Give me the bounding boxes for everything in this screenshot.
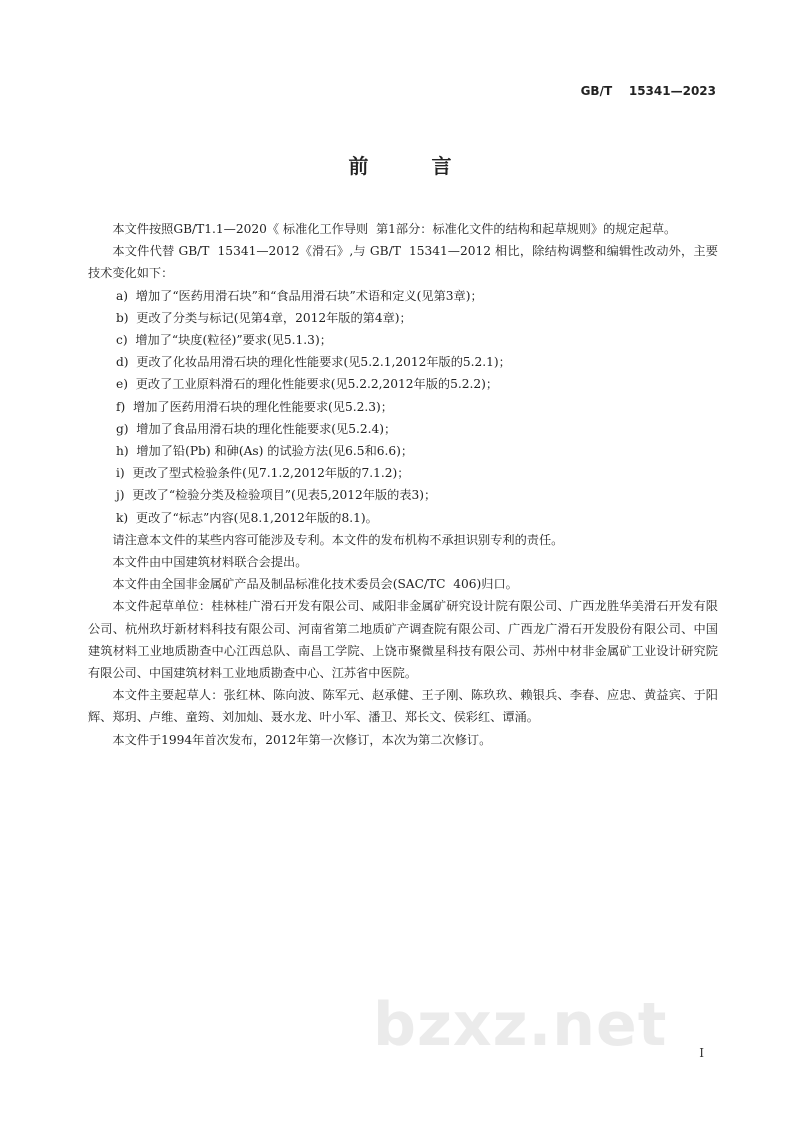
document-body (88, 218, 718, 751)
list-item: k) 更改了“标志”内容(见8.1,2012年版的8.1)。 (116, 510, 378, 525)
paragraph: 本文件于1994年首次发布，2012年第一次修订，本次为第二次修订。 (112, 732, 492, 747)
paragraph: 本文件主要起草人：张红林、陈向波、陈军元、赵承健、王子刚、陈玖玖、赖银兵、李春、应忠、黄益宾、于阳辉、郑玥、卢维、童筠、刘加灿、聂水龙、叶小军、潘卫、郑长文、侯彩红、谭涌。 (88, 688, 718, 725)
list-item: g) 增加了食品用滑石块的理化性能要求(见5.2.4)； (116, 421, 397, 436)
page-number: I (699, 1046, 704, 1060)
paragraph: 请注意本文件的某些内容可能涉及专利。本文件的发布机构不承担识别专利的责任。 (112, 532, 564, 547)
paragraph: 本文件起草单位：桂林桂广滑石开发有限公司、咸阳非金属矿研究设计院有限公司、广西龙胜华美滑石开发有限公司、杭州玖圩新材料科技有限公司、河南省第二地质矿产调查院有限公司、广西龙广滑石开发股份有限公司、中国建筑材料工业地质勘查中心江西总队、南昌工学院、上饶市聚微星科技有限公司、苏州中材非金属矿工业设计研究院有限公司、中国建筑材料工业地质勘查中心、江苏省中医院。 (88, 599, 718, 681)
paragraph: 本文件代替 GB/T 15341—2012《滑石》,与 GB/T 15341—2012 相比，除结构调整和编辑性改动外，主要技术变化如下： (88, 244, 718, 281)
paragraph: 本文件由中国建筑材料联合会提出。 (112, 555, 308, 570)
list-item: b) 更改了分类与标记(见第4章，2012年版的第4章)； (116, 310, 412, 325)
list-item: j) 更改了“检验分类及检验项目”(见表5,2012年版的表3)； (116, 488, 437, 503)
list-item: a) 增加了“医药用滑石块”和“食品用滑石块”术语和定义(见第3章)； (116, 288, 483, 303)
list-item: i) 更改了型式检验条件(见7.1.2,2012年版的7.1.2)； (116, 466, 410, 481)
watermark: bzxz.net (373, 990, 668, 1060)
changes-list (88, 285, 718, 529)
list-item: d) 更改了化妆品用滑石块的理化性能要求(见5.2.1,2012年版的5.2.1)； (116, 355, 511, 370)
list-item: f) 增加了医药用滑石块的理化性能要求(见5.2.3)； (116, 399, 393, 414)
list-item: c) 增加了“块度(粒径)”要求(见5.1.3)； (116, 333, 332, 348)
list-item: h) 增加了铅(Pb) 和砷(As) 的试验方法(见6.5和6.6)； (116, 444, 414, 459)
page-title: 前 言 (348, 154, 480, 178)
paragraph: 本文件由全国非金属矿产品及制品标准化技术委员会(SAC/TC 406)归口。 (112, 577, 518, 592)
list-item: e) 更改了工业原料滑石的理化性能要求(见5.2.2,2012年版的5.2.2)； (116, 377, 499, 392)
paragraph: 本文件按照GB/T1.1—2020《 标准化工作导则 第1部分：标准化文件的结构和起草规则》的规定起草。 (112, 222, 677, 236)
standard-code: GB/T 15341—2023 (580, 84, 716, 98)
